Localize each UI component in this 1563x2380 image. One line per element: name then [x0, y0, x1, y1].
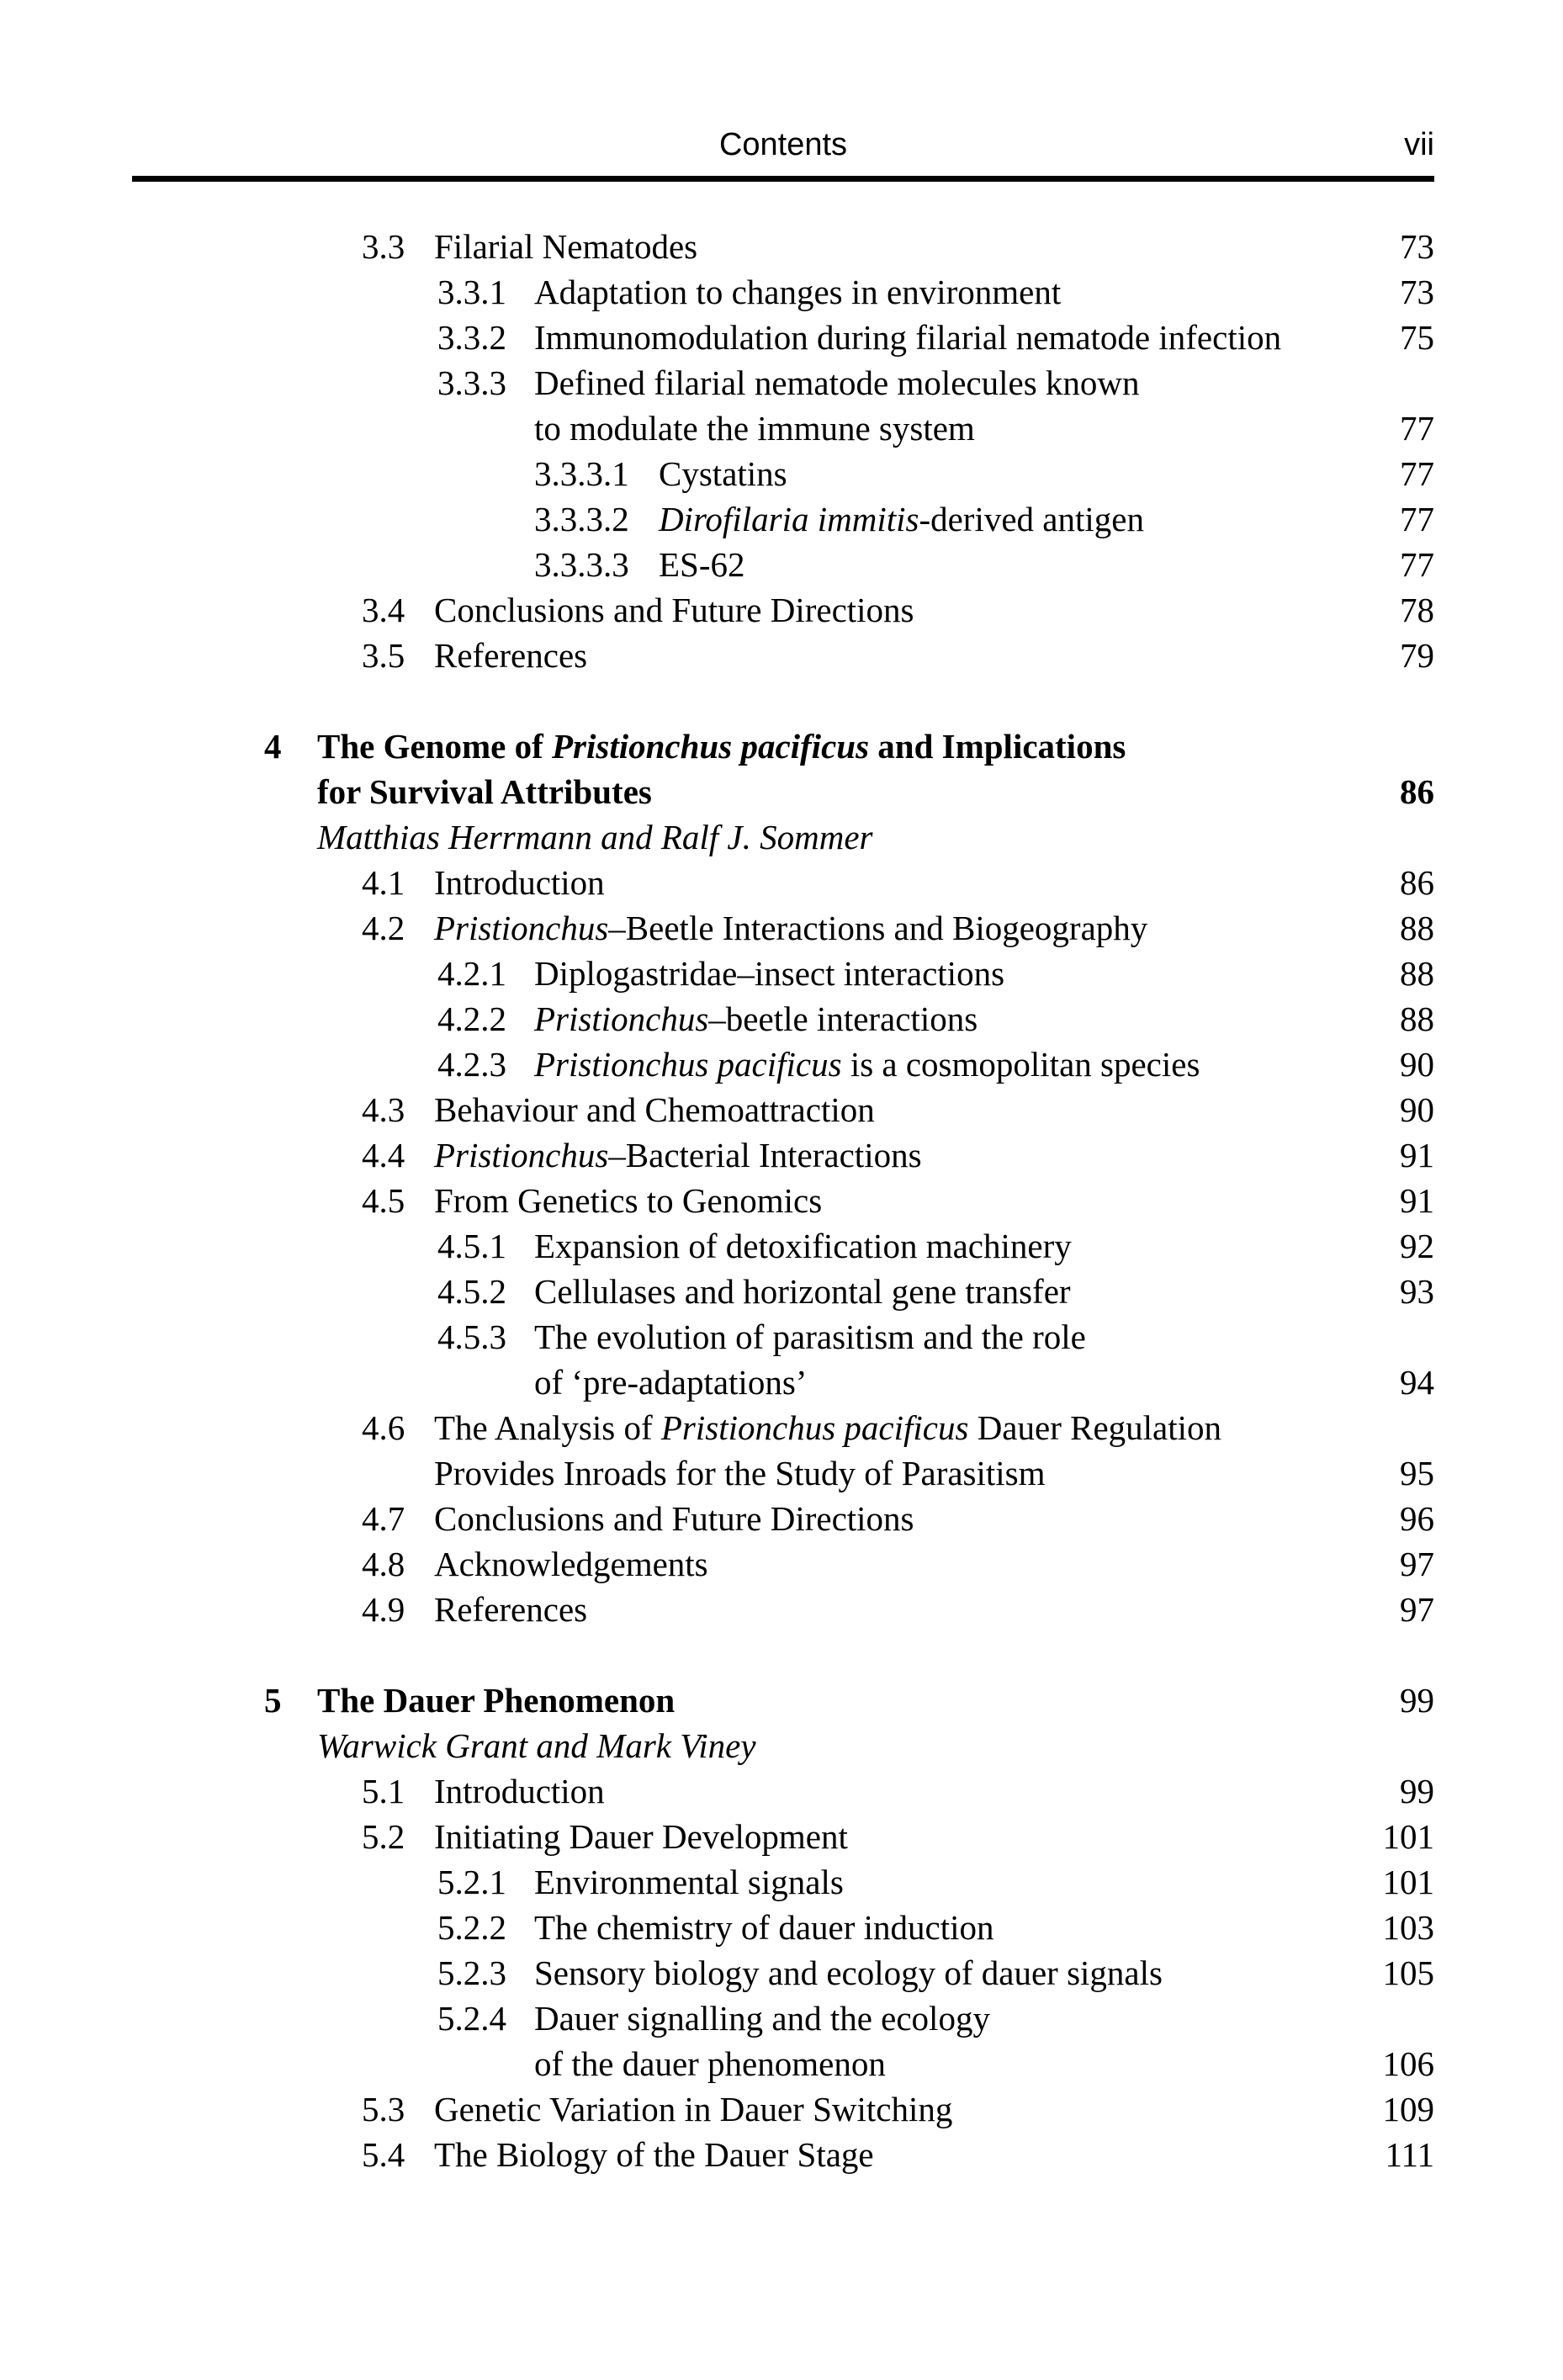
toc-entry-title: Initiating Dauer Development	[434, 1817, 848, 1856]
toc-entry-page: 73	[1400, 273, 1434, 311]
toc-entry-number: 5	[264, 1681, 282, 1720]
toc-entry	[0, 633, 1563, 678]
toc-entry-title: The Biology of the Dauer Stage	[434, 2135, 874, 2174]
toc-entry-title: ES-62	[659, 545, 745, 584]
toc-entry-title: of the dauer phenomenon	[534, 2044, 886, 2083]
toc-entry-page: 111	[1385, 2135, 1434, 2174]
toc-entry-title: Adaptation to changes in environment	[534, 273, 1062, 311]
toc-entry	[0, 1042, 1563, 1087]
toc-entry-title: Conclusions and Future Directions	[434, 591, 914, 629]
toc-entry-number: 3.5	[362, 636, 405, 675]
toc-entry-number: 4.5	[362, 1181, 405, 1220]
toc-entry-title: Dirofilaria immitis-derived antigen	[659, 500, 1144, 538]
toc-entry-title: The chemistry of dauer induction	[534, 1908, 994, 1947]
toc-entry-page: 79	[1400, 636, 1434, 675]
toc-entry	[0, 860, 1563, 905]
toc-entry-title: The evolution of parasitism and the role	[534, 1317, 1086, 1356]
toc-entry	[0, 360, 1563, 406]
toc-entry-continuation	[0, 1450, 1563, 1496]
toc-entry	[0, 1768, 1563, 1814]
toc-entry	[0, 451, 1563, 496]
toc-entry-number: 4.3	[362, 1090, 405, 1129]
toc-entry-page: 88	[1400, 909, 1434, 947]
toc-entry-page: 109	[1382, 2090, 1434, 2128]
toc-entry-page: 90	[1400, 1045, 1434, 1084]
toc-entry-page: 101	[1382, 1863, 1434, 1901]
toc-entry-number: 3.3.1	[437, 273, 506, 311]
toc-entry-number: 4.6	[362, 1408, 405, 1447]
toc-entry	[0, 315, 1563, 360]
toc-entry-page: 91	[1400, 1136, 1434, 1174]
toc-entry-page: 101	[1382, 1817, 1434, 1856]
toc-entry-page: 88	[1400, 954, 1434, 993]
toc-entry	[0, 1950, 1563, 1996]
toc-entry-page: 96	[1400, 1499, 1434, 1538]
toc-entry-page: 97	[1400, 1590, 1434, 1629]
toc-entry-number: 5.2.1	[437, 1863, 506, 1901]
toc-entry-page: 95	[1400, 1454, 1434, 1492]
toc-entry	[0, 2132, 1563, 2177]
toc-entry	[0, 2086, 1563, 2132]
toc-entry-title: Sensory biology and ecology of dauer signals	[534, 1953, 1163, 1992]
toc-entry-title: References	[434, 1590, 588, 1629]
toc-entry-page: 77	[1400, 545, 1434, 584]
toc-entry	[0, 1814, 1563, 1859]
toc-entry	[0, 724, 1563, 769]
toc-entry-number: 4.4	[362, 1136, 405, 1174]
toc-entry-title: The Dauer Phenomenon	[317, 1681, 676, 1720]
toc-entry	[0, 1859, 1563, 1905]
toc-entry-title: Cellulases and horizontal gene transfer	[534, 1272, 1071, 1311]
toc-entry-page: 75	[1400, 318, 1434, 357]
toc-entry	[0, 996, 1563, 1042]
toc-entry-title: The Analysis of Pristionchus pacificus Dauer Regulation	[434, 1408, 1222, 1447]
toc-entry-page: 77	[1400, 454, 1434, 493]
toc-entry-page: 73	[1400, 227, 1434, 266]
toc-entry-number: 3.3	[362, 227, 405, 266]
toc-entry-number: 3.3.3.3	[534, 545, 629, 584]
toc-entry-title: of ‘pre-adaptations’	[534, 1363, 808, 1402]
toc-entry	[0, 905, 1563, 951]
toc-entry-page: 99	[1400, 1772, 1434, 1810]
toc-entry	[0, 1678, 1563, 1723]
toc-entry	[0, 1178, 1563, 1223]
toc-entry-title: Introduction	[434, 1772, 605, 1810]
toc-entry-continuation	[0, 1360, 1563, 1405]
toc-entry-continuation	[0, 2041, 1563, 2086]
toc-entry	[0, 1269, 1563, 1314]
toc-entry-number: 3.3.3	[437, 363, 506, 402]
toc-entry-title: Immunomodulation during filarial nematode infection	[534, 318, 1282, 357]
toc-entry-number: 4.1	[362, 863, 405, 902]
toc-entry-page: 78	[1400, 591, 1434, 629]
toc-section-gap	[0, 678, 1563, 724]
toc-entry-title: References	[434, 636, 588, 675]
toc-entry-number: 5.2.2	[437, 1908, 506, 1947]
toc-entry-title: Pristionchus–Bacterial Interactions	[434, 1136, 922, 1174]
toc-entry-title: Environmental signals	[534, 1863, 844, 1901]
toc-entry-title: Pristionchus–beetle interactions	[534, 999, 978, 1038]
toc-entry-number: 4.7	[362, 1499, 405, 1538]
toc-entry-title: The Genome of Pristionchus pacificus and Implications	[317, 727, 1126, 766]
toc-entry-title: Provides Inroads for the Study of Parasitism	[434, 1454, 1046, 1492]
toc-entry-number: 5.2.4	[437, 1999, 506, 2038]
toc-entry	[0, 1905, 1563, 1950]
toc-entry-page: 105	[1382, 1953, 1434, 1992]
toc-entry	[0, 542, 1563, 587]
toc-entry-number: 5.3	[362, 2090, 405, 2128]
toc-entry-continuation	[0, 769, 1563, 814]
toc-entry-number: 4.8	[362, 1545, 405, 1583]
toc-entry	[0, 1496, 1563, 1541]
toc-entry-title: Behaviour and Chemoattraction	[434, 1090, 875, 1129]
toc-entry-page: 91	[1400, 1181, 1434, 1220]
toc-entry-title: Warwick Grant and Mark Viney	[317, 1726, 756, 1765]
toc-author-line	[0, 814, 1563, 860]
toc-entry	[0, 1132, 1563, 1178]
toc-entry	[0, 269, 1563, 315]
toc-entry-title: Introduction	[434, 863, 605, 902]
toc-entry-number: 5.2	[362, 1817, 405, 1856]
toc-entry	[0, 1587, 1563, 1632]
toc-entry-number: 4.5.3	[437, 1317, 506, 1356]
toc-entry	[0, 1996, 1563, 2041]
toc-entry-number: 4	[264, 727, 282, 766]
toc-entry-title: Filarial Nematodes	[434, 227, 698, 266]
toc-author-line	[0, 1723, 1563, 1768]
toc-entry-title: Genetic Variation in Dauer Switching	[434, 2090, 953, 2128]
toc-entry-page: 77	[1400, 500, 1434, 538]
toc-entry-title: for Survival Attributes	[317, 772, 652, 811]
toc-section-gap	[0, 1632, 1563, 1678]
toc-entry-number: 4.2.2	[437, 999, 506, 1038]
toc-entry	[0, 496, 1563, 542]
toc-entry-number: 3.3.2	[437, 318, 506, 357]
toc-entry-page: 103	[1382, 1908, 1434, 1947]
toc-entry	[0, 1223, 1563, 1269]
header-rule	[132, 176, 1434, 182]
toc-entry-page: 97	[1400, 1545, 1434, 1583]
toc-entry-page: 92	[1400, 1227, 1434, 1265]
toc-entry-continuation	[0, 406, 1563, 451]
toc-entry-page: 86	[1400, 772, 1434, 811]
toc-entry-page: 106	[1382, 2044, 1434, 2083]
toc-entry	[0, 1087, 1563, 1132]
toc-entry-page: 88	[1400, 999, 1434, 1038]
toc-entry	[0, 587, 1563, 633]
toc-entry-title: Pristionchus pacificus is a cosmopolitan species	[534, 1045, 1200, 1084]
toc-entry-page: 99	[1400, 1681, 1434, 1720]
toc-entry-number: 4.2	[362, 909, 405, 947]
toc-entry-title: Defined filarial nematode molecules known	[534, 363, 1140, 402]
toc-entry-page: 94	[1400, 1363, 1434, 1402]
toc-entry-number: 5.2.3	[437, 1953, 506, 1992]
toc-entry-title: Pristionchus–Beetle Interactions and Biogeography	[434, 909, 1148, 947]
toc-entry-number: 4.5.1	[437, 1227, 506, 1265]
toc-entry-title: Acknowledgements	[434, 1545, 708, 1583]
toc-entry-page: 90	[1400, 1090, 1434, 1129]
toc-entry-title: Matthias Herrmann and Ralf J. Sommer	[317, 818, 873, 856]
toc-entry	[0, 1314, 1563, 1360]
running-head-page-number: vii	[1404, 127, 1434, 162]
toc-entry-title: From Genetics to Genomics	[434, 1181, 823, 1220]
toc-entry-page: 86	[1400, 863, 1434, 902]
toc-entry-title: to modulate the immune system	[534, 409, 975, 448]
running-head	[132, 125, 1434, 165]
toc-entry-title: Dauer signalling and the ecology	[534, 1999, 990, 2038]
toc-entry-title: Diplogastridae–insect interactions	[534, 954, 1005, 993]
toc-entry-title: Cystatins	[659, 454, 787, 493]
toc-entry-number: 3.3.3.2	[534, 500, 629, 538]
toc-entry-title: Expansion of detoxification machinery	[534, 1227, 1072, 1265]
toc-entry-number: 5.1	[362, 1772, 405, 1810]
toc-entry	[0, 1405, 1563, 1450]
toc-entry-page: 77	[1400, 409, 1434, 448]
toc-entry-number: 4.2.3	[437, 1045, 506, 1084]
toc-entry	[0, 951, 1563, 996]
toc-entry-page: 93	[1400, 1272, 1434, 1311]
toc-entry	[0, 224, 1563, 269]
toc-entry-number: 4.5.2	[437, 1272, 506, 1311]
toc-list	[0, 224, 1563, 2177]
toc-entry-number: 5.4	[362, 2135, 405, 2174]
toc-entry-number: 3.3.3.1	[534, 454, 629, 493]
toc-entry	[0, 1541, 1563, 1587]
running-head-title: Contents	[718, 127, 848, 162]
toc-entry-number: 4.9	[362, 1590, 405, 1629]
toc-entry-title: Conclusions and Future Directions	[434, 1499, 914, 1538]
toc-entry-number: 3.4	[362, 591, 405, 629]
toc-entry-number: 4.2.1	[437, 954, 506, 993]
